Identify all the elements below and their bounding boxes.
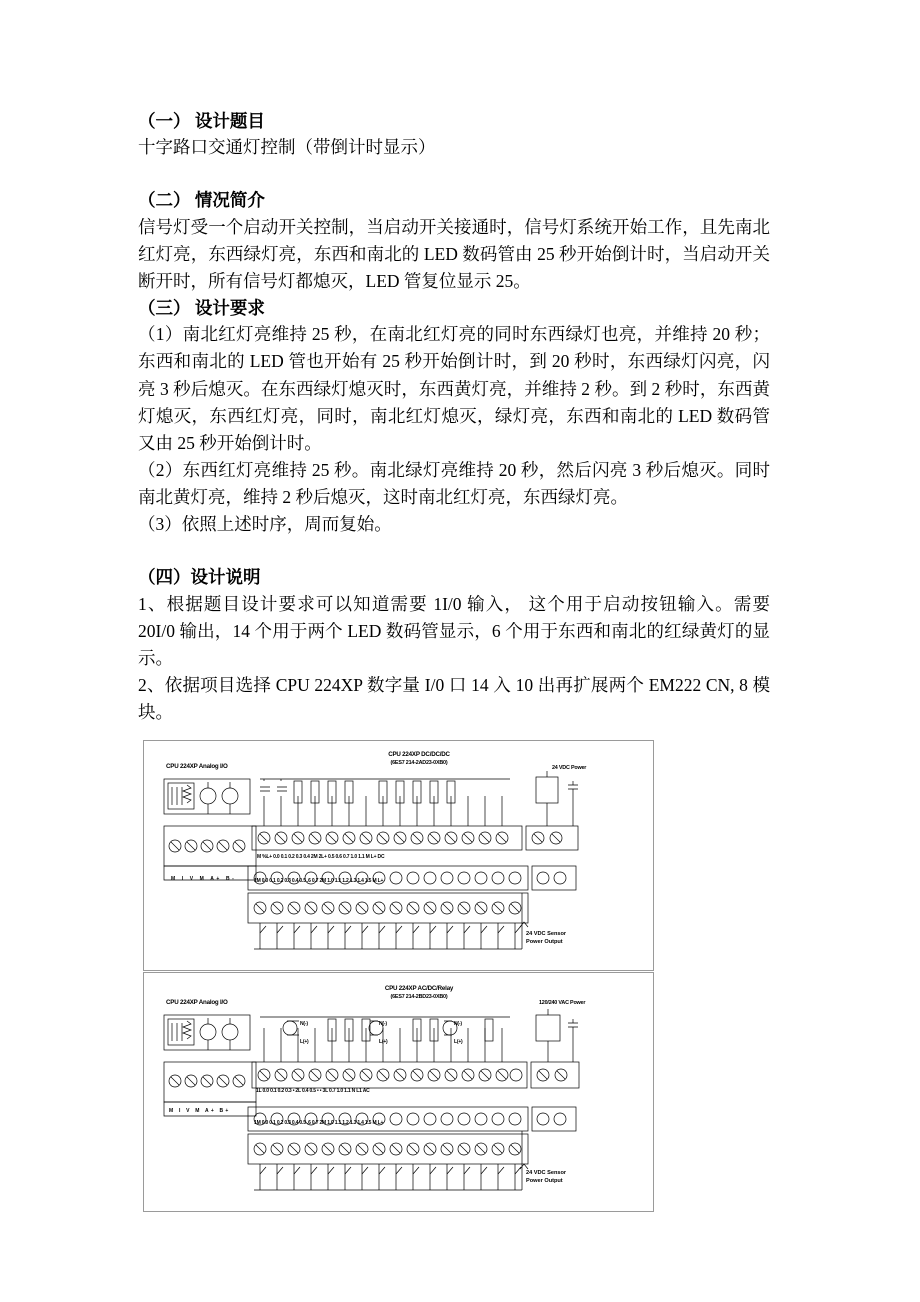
- section-4-paragraph-2: 2、依据项目选择 CPU 224XP 数字量 I/0 口 14 入 10 出再扩展两个 EM222 CN, 8 模块。: [138, 674, 770, 722]
- section-heading-4: （四）设计说明: [138, 567, 261, 588]
- figure-relay-title-line2: (6ES7 214-2BD23-0XB0): [390, 994, 448, 1001]
- figure-relay-ac-left-n: N(-): [300, 1021, 308, 1028]
- figure-dc-output-row-labels: M %L+ 0.0 0.1 0.2 0.3 0.4 2M 2L+ 0.5 0.6 0.7 1.0 1.1 M L+ DC: [257, 854, 385, 861]
- figure-relay-schematic: [144, 973, 653, 1211]
- section-2-paragraph-1: 信号灯受一个启动开关控制，当启动开关接通时，信号灯系统开始工作，且先南北红灯亮，东西绿灯亮，东西和南北的 LED 数码管由 25 秒开始倒计时，当启动开关断开时，所有信号灯都熄灭，LED 管复位显示 25。: [138, 216, 770, 291]
- figure-dc-sensor-note-line2: Power Output: [526, 939, 563, 946]
- figure-relay-ac-right-l: L(+): [454, 1039, 463, 1046]
- figure-dc-input-row-labels: 1M 0.0 0.1 0.2 0.3 0.4 0.5 .6 0.7 2M 1.0 1.1 1.2 1.3 1.4 1.5 M L+: [254, 878, 384, 885]
- section-3-paragraph-1: （1）南北红灯亮维持 25 秒，在南北红灯亮的同时东西绿灯也亮，并维持 20 秒；东西和南北的 LED 管也开始有 25 秒开始倒计时，到 20 秒时，东西绿灯闪亮，闪亮 3 秒后熄灭。在东西绿灯熄灭时，东西黄灯亮，并维持 2 秒。到 2 秒时，东西黄灯熄灭，东西红灯亮，同时，南北红灯熄灭，绿灯亮，东西和南北的 LED 数码管又由 25 秒开始倒计时。: [138, 324, 770, 453]
- section-heading-1: （一） 设计题目: [138, 111, 265, 131]
- figure-cpu-224xp-dc-dc-dc: [143, 740, 654, 971]
- figure-dc-power-label: 24 VDC Power: [552, 765, 587, 772]
- figure-relay-power-label: 120/240 VAC Power: [539, 1000, 586, 1007]
- section-heading-2: （二） 情况简介: [138, 190, 265, 211]
- figure-relay-ac-left-l: L(+): [300, 1039, 309, 1046]
- spacer: [138, 161, 770, 187]
- figure-relay-analog-label: CPU 224XP Analog I/O: [166, 999, 228, 1007]
- figure-dc-analog-terminals: M I V M A+ B-: [171, 876, 237, 883]
- figure-relay-sensor-note-line2: Power Output: [526, 1178, 563, 1185]
- spacer: [138, 538, 770, 564]
- figure-dc-sensor-note-line1: 24 VDC Sensor: [526, 931, 567, 938]
- figure-relay-title-line1: CPU 224XP AC/DC/Relay: [384, 985, 454, 993]
- section-3-paragraph-2: （2）东西红灯亮维持 25 秒。南北绿灯亮维持 20 秒，然后闪亮 3 秒后熄灭。同时南北黄灯亮，维持 2 秒后熄灭，这时南北红灯亮，东西绿灯亮。: [138, 459, 770, 507]
- figure-dc-title-line2: (6ES7 214-2AD23-0XB0): [390, 760, 448, 767]
- figure-dc-analog-label: CPU 224XP Analog I/O: [166, 763, 228, 771]
- figure-relay-output-row-labels: 1L 0.0 0.1 0.2 0.3 • 2L 0.4 0.5 • • 3L 0.7 1.0 1.1 N L1 AC: [256, 1088, 370, 1095]
- figure-dc-schematic: [144, 741, 653, 970]
- figure-relay-input-row-labels: 1M 0.0 0.1 0.2 0.3 0.4 0.5 .6 0.7 2M 1.0 1.1 1.2 1.3 1.4 1.5 M L+: [254, 1120, 384, 1127]
- section-4-paragraph-1: 1、根据题目设计要求可以知道需要 1I/0 输入， 这个用于启动按钮输入。需要 20I/0 输出，14 个用于两个 LED 数码管显示，6 个用于东西和南北的红绿黄灯的显示。: [138, 593, 770, 668]
- section-3-paragraph-3: （3）依照上述时序，周而复始。: [138, 514, 392, 535]
- section-heading-3: （三） 设计要求: [138, 298, 265, 318]
- section-1-paragraph-1: 十字路口交通灯控制（带倒计时显示）: [138, 137, 436, 158]
- figure-relay-analog-terminals: M I V M A+ B+: [169, 1108, 231, 1115]
- figure-relay-ac-mid-n: N(-): [379, 1021, 387, 1028]
- figure-relay-sensor-note-line1: 24 VDC Sensor: [526, 1170, 567, 1177]
- figure-relay-ac-right-n: N(-): [454, 1021, 462, 1028]
- document-body: [138, 108, 770, 1212]
- figure-dc-title-line1: CPU 224XP DC/DC/DC: [388, 751, 450, 759]
- figure-relay-ac-mid-l: L(+): [379, 1039, 388, 1046]
- figure-cpu-224xp-ac-dc-relay: [143, 972, 654, 1212]
